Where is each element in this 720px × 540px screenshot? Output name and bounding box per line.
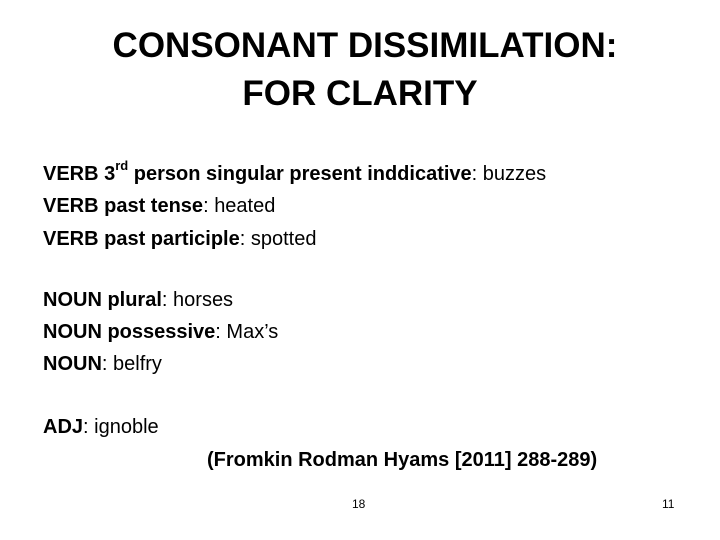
example-value: Max’s — [226, 321, 279, 343]
example-verb-past-tense — [43, 194, 275, 218]
example-label — [43, 158, 472, 185]
example-colon: : — [83, 416, 95, 438]
example-label: ADJ — [43, 416, 84, 438]
title-line-1: CONSONANT DISSIMILATION: — [112, 26, 618, 65]
label-superscript: rd — [115, 158, 129, 174]
example-noun-plural — [43, 288, 233, 312]
example-colon: : — [215, 321, 227, 343]
example-noun — [43, 352, 162, 376]
title-line-2: FOR CLARITY — [242, 74, 478, 113]
slide-number-right: 11 — [662, 497, 675, 511]
example-value: horses — [173, 289, 234, 311]
example-label: NOUN plural — [43, 289, 162, 311]
slide-title — [0, 22, 720, 118]
example-value: belfry — [113, 353, 162, 375]
example-label: VERB past tense — [43, 195, 204, 217]
example-value: buzzes — [482, 163, 547, 185]
example-adjective — [43, 415, 159, 439]
example-colon: : — [161, 289, 174, 311]
example-verb-3rd-person — [43, 158, 547, 186]
example-colon: : — [239, 228, 251, 250]
example-label: NOUN possessive — [43, 321, 216, 343]
example-colon: : — [203, 195, 215, 217]
slide-number-center: 18 — [352, 497, 366, 511]
example-noun-possessive — [43, 320, 278, 344]
example-colon: : — [471, 163, 483, 185]
label-part: VERB 3 — [43, 163, 116, 185]
example-value: spotted — [250, 228, 317, 250]
example-value: ignoble — [94, 416, 159, 438]
example-verb-past-participle — [43, 227, 316, 251]
example-label: NOUN — [43, 353, 102, 375]
example-label: VERB past participle — [43, 228, 240, 250]
example-value: heated — [214, 195, 276, 217]
label-part: person singular present inddicative — [128, 163, 472, 185]
citation: (Fromkin Rodman Hyams [2011] 288-289) — [207, 449, 598, 471]
example-colon: : — [101, 353, 114, 375]
